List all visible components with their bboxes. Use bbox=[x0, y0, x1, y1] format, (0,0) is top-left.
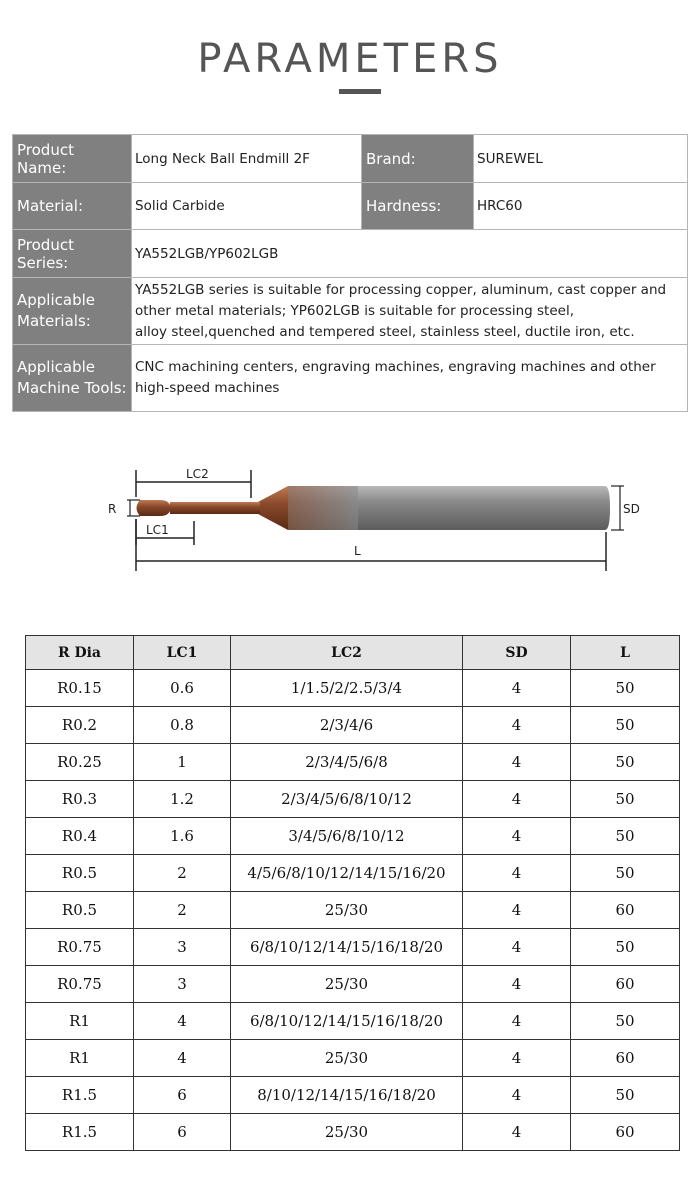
table-row bbox=[26, 781, 680, 818]
applicable-tools-label-line: Machine Tools: bbox=[17, 379, 127, 397]
series-value: YA552LGB/YP602LGB bbox=[132, 230, 688, 278]
lc1-cell: 6 bbox=[134, 1077, 231, 1114]
spec-row-product-name bbox=[13, 135, 688, 183]
series-label: Product Series: bbox=[13, 230, 132, 278]
lc2-cell: 25/30 bbox=[231, 966, 463, 1003]
sd-cell: 4 bbox=[463, 818, 571, 855]
lc1-cell: 3 bbox=[134, 966, 231, 1003]
lc2-cell: 2/3/4/5/6/8/10/12 bbox=[231, 781, 463, 818]
spec-row-applicable-materials bbox=[13, 278, 688, 345]
applicable-materials-value bbox=[132, 278, 688, 345]
applicable-materials-line: alloy steel,quenched and tempered steel, stainless steel, ductile iron, etc. bbox=[135, 323, 635, 340]
spec-row-applicable-tools bbox=[13, 345, 688, 412]
sd-cell: 4 bbox=[463, 855, 571, 892]
r-dia-cell: R1.5 bbox=[26, 1077, 134, 1114]
r-dia-cell: R0.75 bbox=[26, 929, 134, 966]
lc2-cell: 2/3/4/5/6/8 bbox=[231, 744, 463, 781]
material-value: Solid Carbide bbox=[132, 183, 362, 230]
lc2-cell: 25/30 bbox=[231, 1114, 463, 1151]
lc1-cell: 4 bbox=[134, 1040, 231, 1077]
applicable-materials-line: other metal materials; YP602LGB is suitable for processing steel, bbox=[135, 302, 575, 319]
applicable-materials-line: YA552LGB series is suitable for processing copper, aluminum, cast copper and bbox=[135, 281, 667, 298]
material-label: Material: bbox=[13, 183, 132, 230]
lc1-cell: 1 bbox=[134, 744, 231, 781]
header-sd: SD bbox=[463, 636, 571, 670]
l-cell: 50 bbox=[571, 929, 680, 966]
lc2-cell: 25/30 bbox=[231, 1040, 463, 1077]
r-dia-cell: R0.5 bbox=[26, 855, 134, 892]
lc2-cell: 6/8/10/12/14/15/16/18/20 bbox=[231, 1003, 463, 1040]
table-row bbox=[26, 818, 680, 855]
r-dia-cell: R0.15 bbox=[26, 670, 134, 707]
sd-cell: 4 bbox=[463, 892, 571, 929]
lc2-cell: 2/3/4/6 bbox=[231, 707, 463, 744]
table-row bbox=[26, 1040, 680, 1077]
brand-value: SUREWEL bbox=[474, 135, 688, 183]
table-row bbox=[26, 1003, 680, 1040]
sd-cell: 4 bbox=[463, 929, 571, 966]
sd-cell: 4 bbox=[463, 1077, 571, 1114]
lc2-cell: 25/30 bbox=[231, 892, 463, 929]
table-row bbox=[26, 1077, 680, 1114]
hardness-value: HRC60 bbox=[474, 183, 688, 230]
r-label: R bbox=[108, 502, 117, 516]
spec-row-series bbox=[13, 230, 688, 278]
applicable-materials-label-line: Applicable bbox=[17, 291, 95, 309]
brand-label: Brand: bbox=[362, 135, 474, 183]
table-row bbox=[26, 670, 680, 707]
r-dia-cell: R0.5 bbox=[26, 892, 134, 929]
table-row bbox=[26, 855, 680, 892]
l-cell: 60 bbox=[571, 892, 680, 929]
lc1-cell: 0.8 bbox=[134, 707, 231, 744]
r-dia-cell: R0.2 bbox=[26, 707, 134, 744]
taper bbox=[258, 486, 288, 530]
applicable-tools-line: CNC machining centers, engraving machines, engraving machines and other bbox=[135, 359, 656, 375]
lc2-cell: 8/10/12/14/15/16/18/20 bbox=[231, 1077, 463, 1114]
sd-cell: 4 bbox=[463, 744, 571, 781]
title-underline bbox=[339, 89, 381, 94]
product-name-value: Long Neck Ball Endmill 2F bbox=[132, 135, 362, 183]
l-cell: 50 bbox=[571, 1077, 680, 1114]
lc2-cell: 4/5/6/8/10/12/14/15/16/20 bbox=[231, 855, 463, 892]
spec-table bbox=[12, 134, 688, 412]
r-dia-cell: R0.25 bbox=[26, 744, 134, 781]
l-cell: 50 bbox=[571, 1003, 680, 1040]
lc1-cell: 2 bbox=[134, 855, 231, 892]
endmill-drawing bbox=[100, 455, 660, 580]
lc1-cell: 1.2 bbox=[134, 781, 231, 818]
l-cell: 50 bbox=[571, 818, 680, 855]
l-cell: 50 bbox=[571, 707, 680, 744]
ball-head bbox=[137, 500, 171, 516]
lc2-cell: 3/4/5/6/8/10/12 bbox=[231, 818, 463, 855]
sd-cell: 4 bbox=[463, 1003, 571, 1040]
applicable-tools-label bbox=[13, 345, 132, 412]
sd-cell: 4 bbox=[463, 1040, 571, 1077]
product-name-label: Product Name: bbox=[13, 135, 132, 183]
sd-cell: 4 bbox=[463, 1114, 571, 1151]
l-cell: 60 bbox=[571, 1040, 680, 1077]
lc1-cell: 0.6 bbox=[134, 670, 231, 707]
r-dia-cell: R1 bbox=[26, 1040, 134, 1077]
r-dia-cell: R1.5 bbox=[26, 1114, 134, 1151]
dimensions-table-body bbox=[26, 670, 680, 1151]
table-row bbox=[26, 929, 680, 966]
applicable-materials-label bbox=[13, 278, 132, 345]
r-dia-cell: R0.3 bbox=[26, 781, 134, 818]
r-dia-cell: R0.75 bbox=[26, 966, 134, 1003]
hardness-label: Hardness: bbox=[362, 183, 474, 230]
neck bbox=[170, 502, 260, 514]
r-dia-cell: R1 bbox=[26, 1003, 134, 1040]
l-cell: 60 bbox=[571, 966, 680, 1003]
l-cell: 50 bbox=[571, 855, 680, 892]
applicable-tools-value bbox=[132, 345, 688, 412]
header-l: L bbox=[571, 636, 680, 670]
lc2-cell: 1/1.5/2/2.5/3/4 bbox=[231, 670, 463, 707]
header-r-dia: R Dia bbox=[26, 636, 134, 670]
lc1-cell: 2 bbox=[134, 892, 231, 929]
applicable-tools-label-line: Applicable bbox=[17, 358, 95, 376]
l-cell: 50 bbox=[571, 781, 680, 818]
sd-cell: 4 bbox=[463, 966, 571, 1003]
lc1-cell: 3 bbox=[134, 929, 231, 966]
sd-cell: 4 bbox=[463, 781, 571, 818]
sd-cell: 4 bbox=[463, 670, 571, 707]
page-title: PARAMETERS bbox=[197, 36, 503, 82]
sd-label: SD bbox=[623, 502, 640, 516]
r-dia-cell: R0.4 bbox=[26, 818, 134, 855]
table-row bbox=[26, 1114, 680, 1151]
applicable-tools-line: high-speed machines bbox=[135, 380, 280, 396]
lc2-cell: 6/8/10/12/14/15/16/18/20 bbox=[231, 929, 463, 966]
lc2-label: LC2 bbox=[186, 467, 209, 481]
table-row bbox=[26, 744, 680, 781]
dimensions-table bbox=[25, 635, 680, 1151]
table-header-row bbox=[26, 636, 680, 670]
spec-row-material bbox=[13, 183, 688, 230]
sd-cell: 4 bbox=[463, 707, 571, 744]
lc1-cell: 4 bbox=[134, 1003, 231, 1040]
applicable-materials-label-line: Materials: bbox=[17, 312, 91, 330]
lc1-cell: 6 bbox=[134, 1114, 231, 1151]
header-lc1: LC1 bbox=[134, 636, 231, 670]
l-cell: 50 bbox=[571, 744, 680, 781]
lc1-label: LC1 bbox=[146, 523, 169, 537]
header-lc2: LC2 bbox=[231, 636, 463, 670]
l-cell: 50 bbox=[571, 670, 680, 707]
l-label: L bbox=[354, 544, 361, 558]
l-cell: 60 bbox=[571, 1114, 680, 1151]
lc1-cell: 1.6 bbox=[134, 818, 231, 855]
coating-fade bbox=[288, 486, 358, 530]
table-row bbox=[26, 892, 680, 929]
table-row bbox=[26, 966, 680, 1003]
table-row bbox=[26, 707, 680, 744]
